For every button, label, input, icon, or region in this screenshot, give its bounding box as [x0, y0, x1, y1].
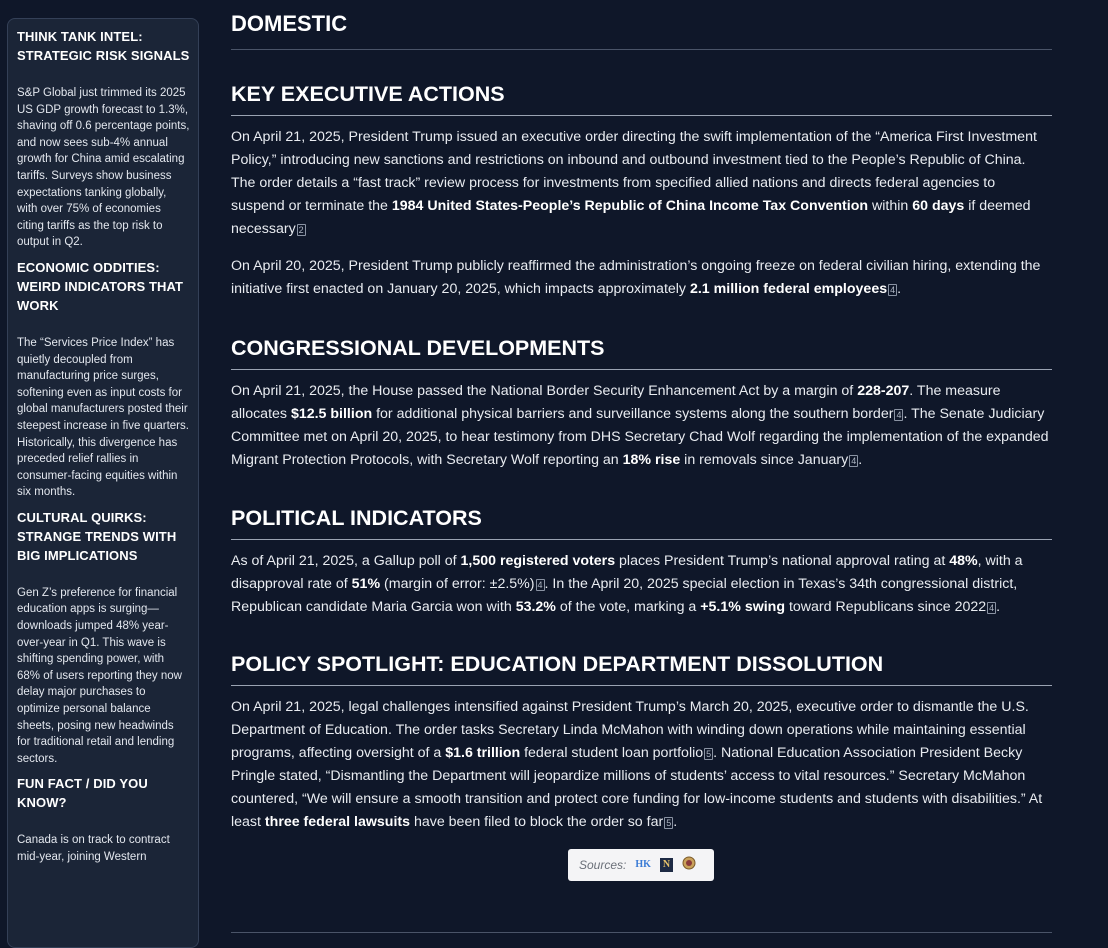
citation-link[interactable]: 4 [989, 603, 995, 613]
sidebar-text: Canada is on track to contract mid-year, joining Western [17, 834, 170, 863]
citation-link[interactable]: 5 [706, 749, 712, 759]
sources-label: Sources: [579, 858, 627, 872]
sidebar-section-cultural-quirks [17, 508, 190, 768]
sidebar-heading: ECONOMIC ODDITIES: WEIRD INDICATORS THAT WORK [17, 259, 184, 313]
section-title: POLICY SPOTLIGHT: EDUCATION DEPARTMENT DISSOLUTION [231, 651, 1052, 686]
paragraph: On April 21, 2025, the House passed the National Border Security Enhancement Act by a margin of 228-207. The measure allocates $12.5 billion for additional physical barriers and surveillance systems along the southern border 4 . The Senate Judiciary Committee met on April 20, 2025, to hear testimony from DHS Secretary Chad Wolf regarding the implementation of the expanded Migrant Protection Protocols, with Secretary Wolf reporting an 18% rise in removals since January 4 . [231, 383, 1049, 468]
sidebar-heading: FUN FACT / DID YOU KNOW? [17, 776, 148, 811]
page-title-wrap [231, 0, 1052, 50]
sources-bar [568, 849, 714, 881]
section-policy-spotlight [231, 651, 1052, 834]
source-n-icon[interactable]: N [660, 858, 673, 872]
citation-link[interactable]: 2 [298, 225, 304, 235]
main-content [231, 0, 1052, 872]
section-key-executive-actions [231, 81, 1052, 301]
sidebar-heading: CULTURAL QUIRKS: STRANGE TRENDS WITH BIG IMPLICATIONS [17, 509, 177, 563]
section-congressional-developments [231, 335, 1052, 472]
section-political-indicators [231, 505, 1052, 619]
section-title: CONGRESSIONAL DEVELOPMENTS [231, 335, 1052, 370]
citation-link[interactable]: 5 [666, 818, 672, 828]
paragraph: On April 21, 2025, President Trump issued an executive order directing the swift implementation of the “America First Investment Policy,” introducing new sanctions and restrictions on inbound and outbound investment tied to the People’s Republic of China. The order details a “fast track” review process for investments from specified allied nations and directs federal agencies to suspend or terminate the 1984 United States-People’s Republic of China Income Tax Convention within 60 days if deemed necessary 2 [231, 129, 1037, 237]
citation-link[interactable]: 4 [851, 456, 857, 466]
section-title: POLITICAL INDICATORS [231, 505, 1052, 540]
citation-link[interactable]: 4 [537, 580, 543, 590]
page-title: DOMESTIC [231, 11, 348, 36]
sidebar-section-think-tank [17, 27, 190, 251]
paragraph: As of April 21, 2025, a Gallup poll of 1,500 registered voters places President Trump’s national approval rating at 48%, with a disapproval rate of 51% (margin of error: ±2.5%) 4 . In the April 20, 2025 special election in Texas’s 34th congressional district, Republican candidate Maria Garcia won with 53.2% of the vote, marking a +5.1% swing toward Republicans since 2022 4 . [231, 553, 1023, 615]
source-seal-icon[interactable] [682, 856, 696, 875]
sidebar-text: Gen Z’s preference for financial education apps is surging—downloads jumped 48% year-over-year in Q1. This wave is shifting spending power, with 68% of users reporting they now delay major purchases to optimize personal balance sheets, posing new headwinds for traditional retail and lending sectors. [17, 586, 182, 765]
sidebar-section-economic-oddities [17, 258, 190, 501]
paragraph: On April 20, 2025, President Trump publicly reaffirmed the administration’s ongoing freeze on federal civilian hiring, extending the initiative first enacted on January 20, 2025, which impacts approximately 2.1 million federal employees 4 . [231, 258, 1041, 297]
sidebar-text: S&P Global just trimmed its 2025 US GDP growth forecast to 1.3%, shaving off 0.6 percentage points, and now sees sub-4% annual growth for China amid escalating tariffs. Surveys show business expectations tanking globally, with over 75% of economies citing tariffs as the top risk to output in Q2. [17, 87, 190, 249]
sidebar-section-fun-fact [17, 774, 190, 865]
paragraph: On April 21, 2025, legal challenges intensified against President Trump’s March 20, 2025, executive order to dismantle the U.S. Department of Education. The order tasks Secretary Linda McMahon with winding down operations while maintaining essential programs, affecting oversight of a $1.6 trillion federal student loan portfolio 5 . National Education Association President Becky Pringle stated, “Dismantling the Department will jeopardize millions of students’ access to vital resources.” Secretary McMahon countered, “We will ensure a smooth transition and protect core funding for low-income students and students with disabilities.” At least three federal lawsuits have been filed to block the order so far 5 . [231, 699, 1043, 830]
section-title: KEY EXECUTIVE ACTIONS [231, 81, 1052, 116]
citation-link[interactable]: 4 [890, 285, 896, 295]
source-hk-icon[interactable]: HK [635, 859, 651, 870]
sidebar-text: The “Services Price Index” has quietly decoupled from manufacturing price surges, softening even as input costs for global manufacturers posted their steepest increase in five quarters. Historically, this divergence has preceded relief rallies in consumer-facing equities within six months. [17, 336, 189, 499]
sidebar-heading: THINK TANK INTEL: STRATEGIC RISK SIGNALS [17, 29, 190, 63]
sidebar [7, 18, 199, 948]
section-divider [231, 932, 1052, 933]
citation-link[interactable]: 4 [896, 410, 902, 420]
